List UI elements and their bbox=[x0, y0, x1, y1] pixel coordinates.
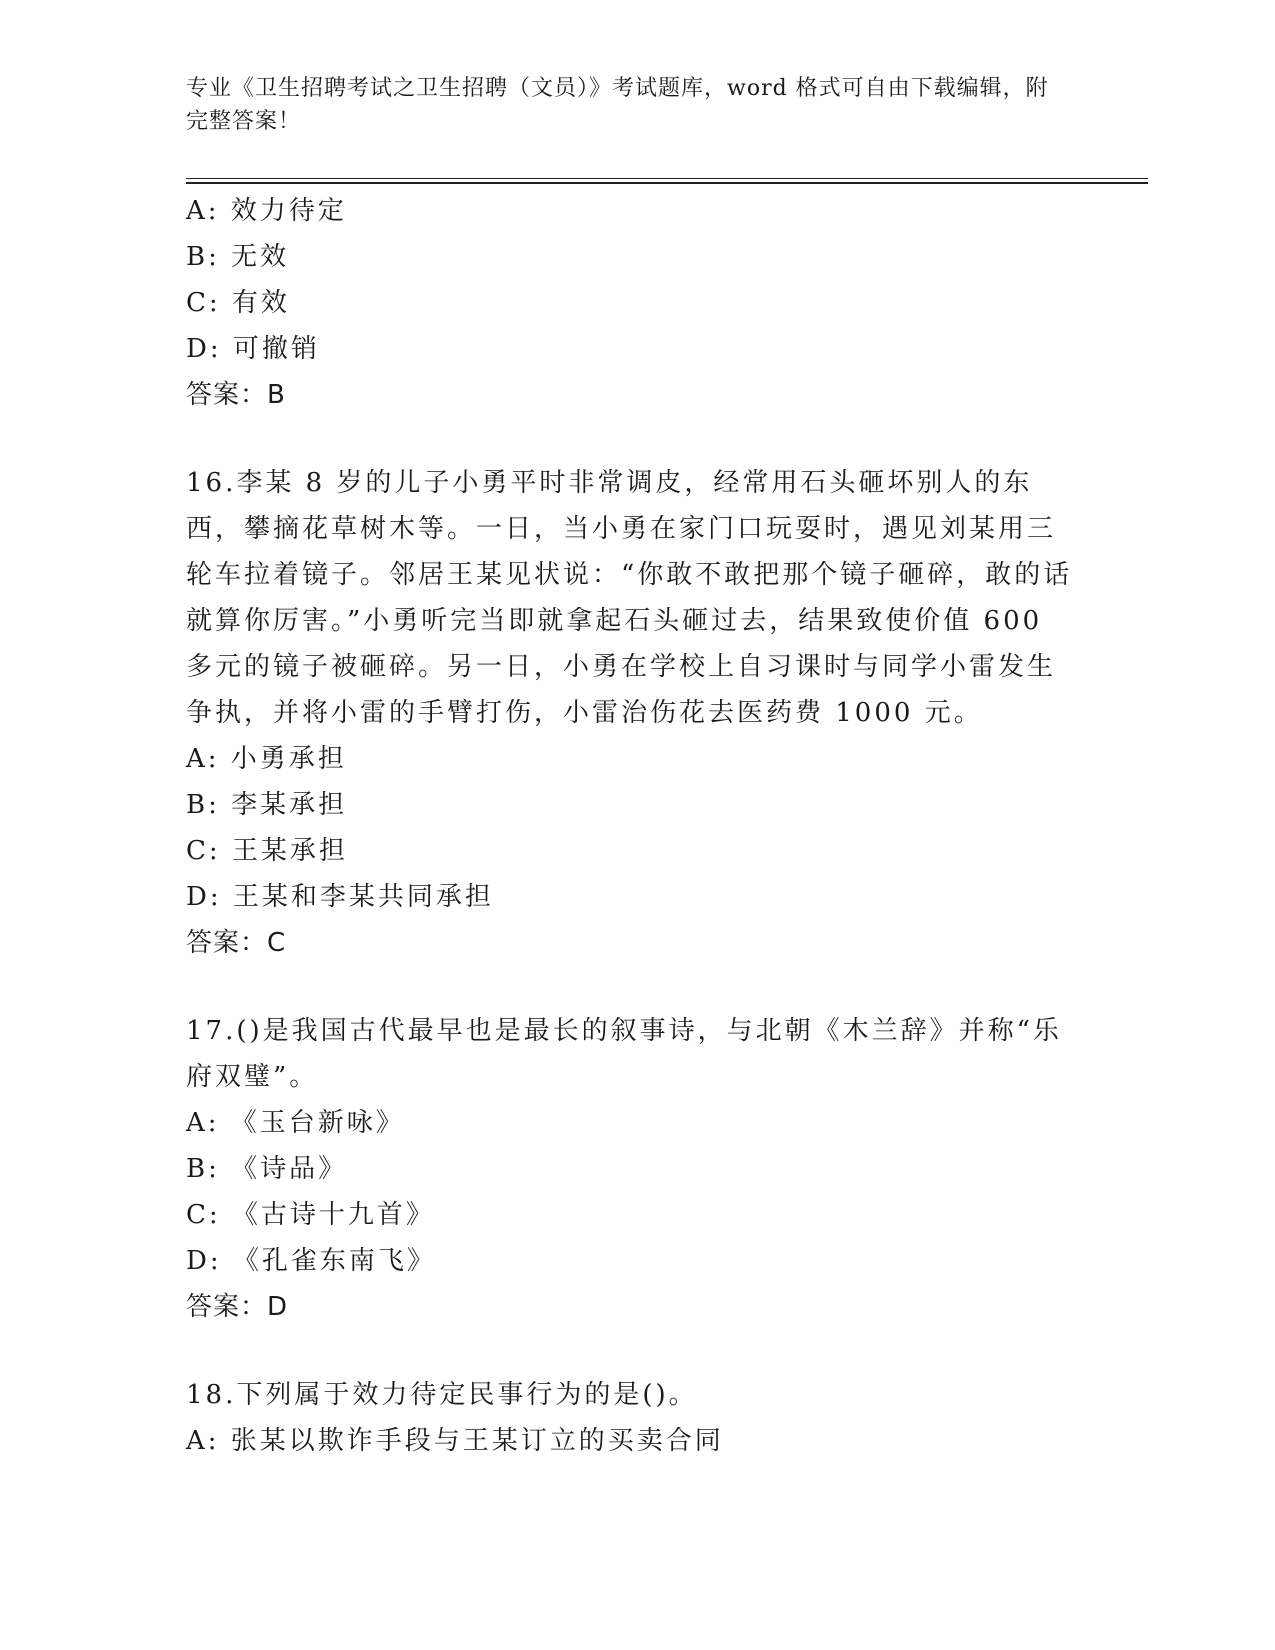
answer-line: 答案：B bbox=[186, 380, 286, 410]
question-16 bbox=[186, 460, 1076, 966]
option-a: A: 张某以欺诈手段与王某订立的买卖合同 bbox=[186, 1426, 724, 1456]
document-body bbox=[186, 188, 1076, 1464]
question-18 bbox=[186, 1372, 1076, 1464]
option-c: C: 有效 bbox=[186, 288, 290, 318]
option-d: D: 王某和李某共同承担 bbox=[186, 882, 494, 912]
header-divider-thin bbox=[186, 178, 1148, 179]
option-a: A: 《玉台新咏》 bbox=[186, 1108, 405, 1138]
option-b: B: 无效 bbox=[186, 242, 290, 272]
question-text: 16.李某 8 岁的儿子小勇平时非常调皮，经常用石头砸坏别人的东西，攀摘花草树木等。一日，当小勇在家门口玩耍时，遇见刘某用三轮车拉着镜子。邻居王某见状说：“你敢不敢把那个镜子砸碎，敢的话就算你厉害。”小勇听完当即就拿起石头砸过去，结果致使价值 600 多元的镜子被砸碎。另一日，小勇在学校上自习课时与同学小雷发生争执，并将小雷的手臂打伤，小雷治伤花去医药费 1000 元。 bbox=[186, 468, 1073, 728]
option-a: A: 小勇承担 bbox=[186, 744, 347, 774]
document-header bbox=[186, 72, 1066, 138]
header-intro-text: 专业《卫生招聘考试之卫生招聘（文员）》考试题库，word 格式可自由下载编辑，附完整答案！ bbox=[186, 76, 1049, 134]
answer-line: 答案：D bbox=[186, 1292, 289, 1322]
option-b: B: 《诗品》 bbox=[186, 1154, 348, 1184]
option-c: C: 《古诗十九首》 bbox=[186, 1200, 435, 1230]
question-text: 17.()是我国古代最早也是最长的叙事诗，与北朝《木兰辞》并称“乐府双璧”。 bbox=[186, 1016, 1062, 1092]
option-d: D: 《孔雀东南飞》 bbox=[186, 1246, 436, 1276]
option-a: A: 效力待定 bbox=[186, 196, 347, 226]
header-divider-thick bbox=[186, 182, 1148, 184]
question-17 bbox=[186, 1008, 1076, 1330]
option-c: C: 王某承担 bbox=[186, 836, 348, 866]
question-15-continued bbox=[186, 188, 1076, 418]
question-text: 18.下列属于效力待定民事行为的是()。 bbox=[186, 1380, 698, 1410]
answer-line: 答案：C bbox=[186, 928, 287, 958]
option-b: B: 李某承担 bbox=[186, 790, 348, 820]
option-d: D: 可撤销 bbox=[186, 334, 320, 364]
